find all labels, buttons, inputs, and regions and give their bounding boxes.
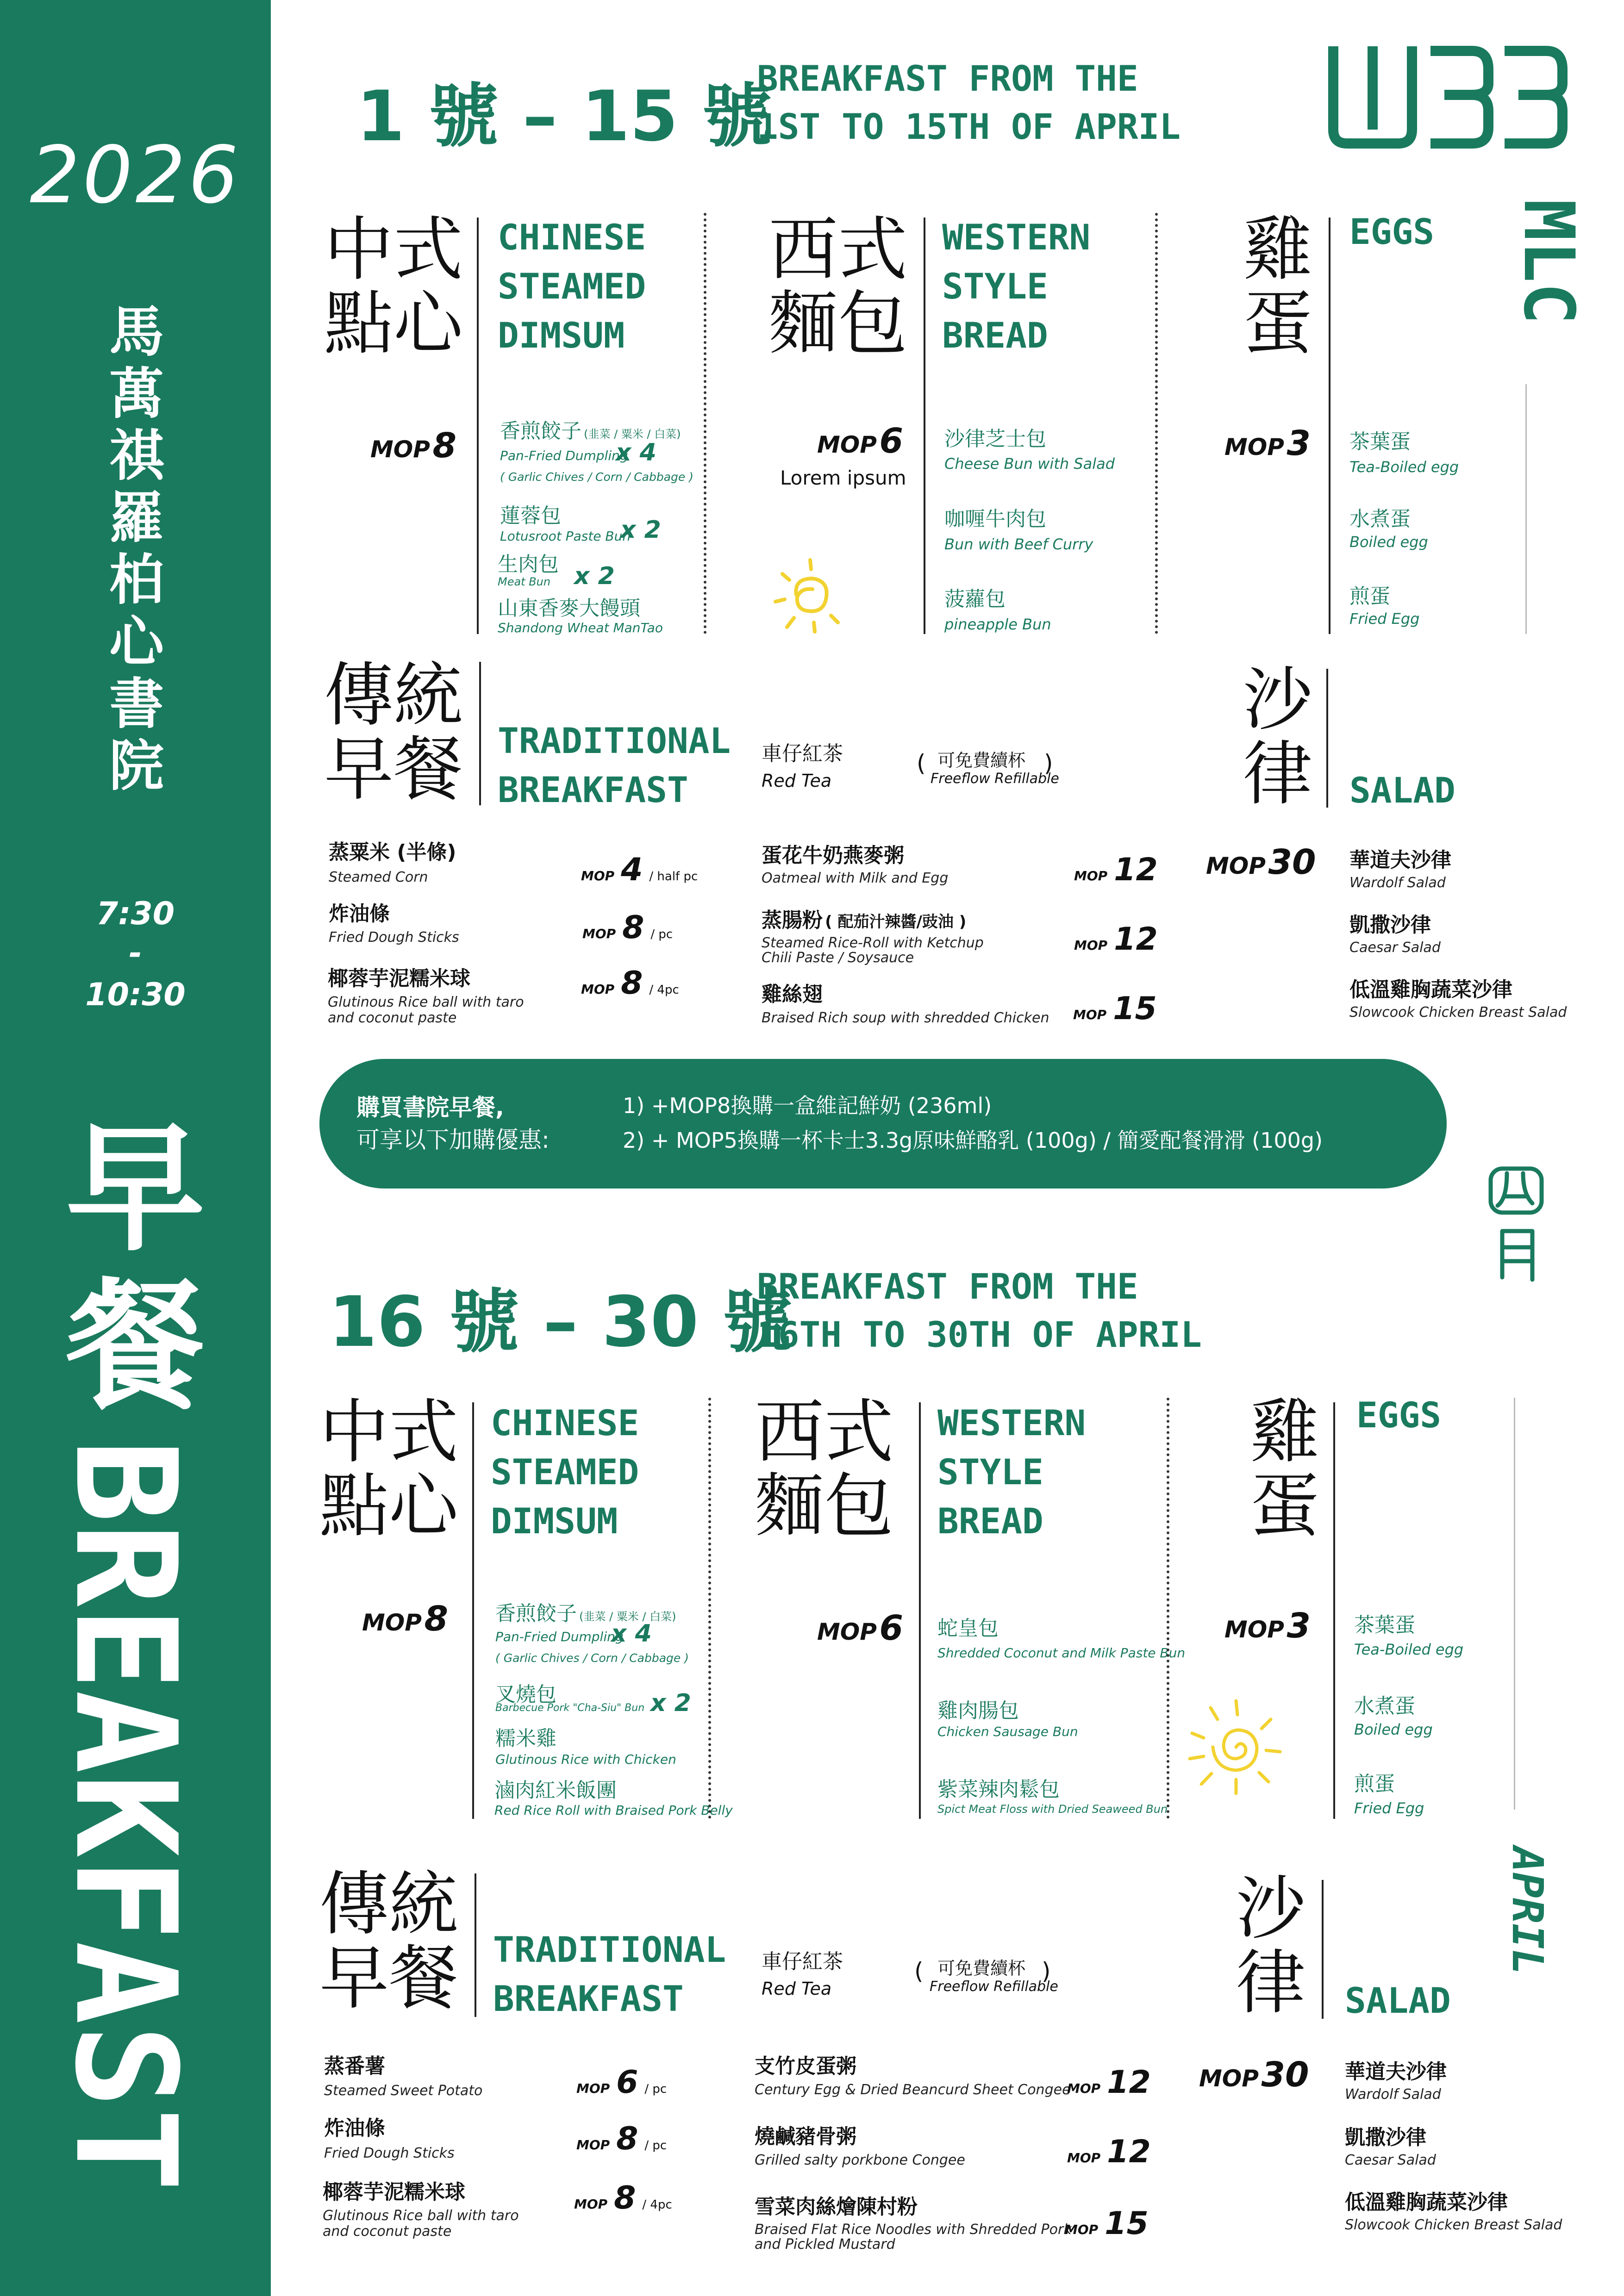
p2-trad-left-3-en: Glutinous Rice ball with taro [323,2208,519,2224]
p2-trad-right-2-en: Grilled salty porkbone Congee [755,2152,965,2168]
p1-dimsum-item-1-qty: x 4 [616,439,656,467]
p1-trad-right-1: 蛋花牛奶燕麥粥 [762,844,904,867]
p2-salad-item-1: 華道夫沙律 [1345,2060,1447,2084]
p2-trad-left-3-price: MOP 8 / 4pc [574,2180,672,2216]
p1-trad-right-3: 雞絲翅 [762,983,823,1006]
p1-tea-zh: 車仔紅茶 [762,742,843,765]
p1-eggs-item-3-en: Fried Egg [1349,610,1420,628]
p1-salad-zh-2: 律 [1243,734,1313,815]
p1-trad-left-2-price: MOP 8 / pc [582,909,673,946]
p1-salad-zh-1: 沙 [1243,660,1313,740]
p2-bread-en-1: WESTERN [937,1402,1086,1444]
p1-eggs-zh-2: 蛋 [1243,284,1313,364]
promo-banner [319,1059,1447,1188]
p2-dimsum-item-2-en: Barbecue Pork "Cha-Siu" Bun [495,1702,645,1714]
p2-dimsum-item-1-en2: ( Garlic Chives / Corn / Cabbage ) [495,1651,689,1665]
p1-trad-left-1-price: MOP 4 / half pc [581,852,698,888]
p2-salad-zh-2: 律 [1236,1943,1306,2023]
p1-trad-right-1-en: Oatmeal with Milk and Egg [762,870,949,886]
p1-bread-zh-2: 麵包 [768,284,908,364]
p2-dimsum-item-2-qty: x 2 [650,1689,691,1717]
p2-bread-en-2: STYLE [937,1451,1043,1493]
p2-trad-right-1: 支竹皮蛋粥 [755,2054,856,2078]
p1-dimsum-en-2: STEAMED [498,266,646,307]
title-en: BREAKFAST [44,1439,206,2192]
p1-heading-en-1: BREAKFAST FROM THE [757,58,1138,99]
month-glyph-icon [1486,1162,1546,1287]
p2-salad-item-2-en: Caesar Salad [1345,2152,1436,2168]
promo-title-2: 可享以下加購優惠: [356,1126,550,1153]
p1-heading-en-2: 1ST TO 15TH OF APRIL [757,106,1181,147]
p2-eggs-zh-2: 蛋 [1250,1466,1320,1547]
p1-bread-item-1-en: Cheese Bun with Salad [944,455,1115,473]
p2-dimsum-price: MOP 8 [362,1599,448,1639]
p2-eggs-en: EGGS [1356,1394,1442,1436]
sun-icon [768,553,852,638]
p2-trad-en-1: TRADITIONAL [493,1929,726,1970]
p1-bread-item-2-en: Bun with Beef Curry [944,535,1093,553]
p2-trad-en-2: BREAKFAST [493,1978,684,2019]
p2-eggs-item-1: 茶葉蛋 [1354,1613,1415,1637]
p1-eggs-item-1: 茶葉蛋 [1349,430,1411,454]
p2-paren-close: ) [1042,1958,1051,1985]
p2-salad-en: SALAD [1345,1980,1451,2021]
p2-trad-right-3-en: Braised Flat Rice Noodles with Shredded Pork [755,2221,1072,2238]
year-label: 2026 [30,130,241,221]
month-en: APRIL [1503,1847,1552,1975]
p1-dimsum-en-1: CHINESE [498,217,646,258]
p2-eggs-item-3-en: Fried Egg [1354,1799,1424,1817]
p2-dimsum-zh-2: 點心 [319,1466,459,1547]
p1-eggs-item-1-en: Tea-Boiled egg [1349,458,1459,476]
p2-eggs-item-3: 煎蛋 [1354,1772,1395,1796]
p1-trad-en-2: BREAKFAST [498,769,688,810]
logo-divider [1525,384,1527,634]
p1-trad-left-3-price: MOP 8 / 4pc [581,965,679,1002]
p2-trad-left-1-price: MOP 6 / pc [576,2064,667,2101]
p1-dimsum-price: MOP 8 [370,426,456,466]
p2-eggs-divider [1333,1402,1335,1819]
p1-salad-item-2: 凱撒沙律 [1349,913,1431,937]
p1-trad-right-2: 蒸腸粉 ( 配茄汁辣醬/豉油 ) [762,908,967,932]
p2-trad-right-3-price: MOP 15 [1065,2205,1149,2242]
p1-paren-close: ) [1044,750,1053,777]
time-end: 10:30 [85,977,186,1013]
p1-eggs-item-2: 水煮蛋 [1349,507,1411,531]
p2-bread-item-1: 蛇皇包 [937,1617,999,1640]
p1-trad-left-3: 椰蓉芋泥糯米球 [328,967,470,990]
p1-eggs-item-2-en: Boiled egg [1349,533,1428,551]
item-note: (韭菜 / 粟米 / 白菜) [584,428,681,441]
p1-trad-left-2: 炸油條 [329,902,390,926]
item-zh: 香煎餃子 [495,1602,577,1625]
p2-salad-item-3-en: Slowcook Chicken Breast Salad [1345,2217,1562,2233]
p1-salad-item-3-en: Slowcook Chicken Breast Salad [1349,1004,1567,1020]
p2-salad-price: MOP 30 [1199,2055,1309,2095]
p2-trad-left-1-en: Steamed Sweet Potato [324,2083,483,2099]
p1-dimsum-item-1-en2: ( Garlic Chives / Corn / Cabbage ) [500,470,693,484]
p1-bread-en-2: STYLE [942,266,1048,307]
w33-logo-icon [1324,37,1583,157]
p2-salad-item-3: 低溫雞胸蔬菜沙律 [1345,2190,1508,2214]
p2-bread-zh-1: 西式 [755,1392,894,1473]
p1-bread-item-2: 咖喱牛肉包 [944,507,1046,531]
p1-trad-right-3-price: MOP 15 [1073,990,1157,1027]
promo-line-1: 1) +MOP8換購一盒維記鮮奶 (236ml) [623,1093,992,1118]
logo-w33 [1324,37,1583,157]
p2-trad-left-3-en2: and coconut paste [323,2223,452,2240]
p2-dimsum-en-1: CHINESE [491,1402,639,1444]
p1-dimsum-item-1-en: Pan-Fried Dumpling [500,448,628,463]
p2-tea-en: Red Tea [762,1979,832,1999]
p2-trad-right-2: 燒鹹豬骨粥 [755,2125,856,2148]
time-start: 7:30 [96,896,175,932]
time-separator: - [129,935,142,971]
p1-dimsum-item-3-en: Meat Bun [498,575,551,588]
p1-dimsum-item-2-qty: x 2 [620,516,661,544]
p2-dimsum-zh-1: 中式 [319,1392,459,1473]
p2-trad-right-1-price: MOP 12 [1067,2064,1151,2101]
p2-trad-right-2-price: MOP 12 [1067,2134,1151,2170]
p1-eggs-divider [1329,218,1330,634]
item-note: (韭菜 / 粟米 / 白菜) [579,1610,676,1623]
promo-title-1: 購買書院早餐, [356,1094,504,1121]
p1-tea-en: Red Tea [762,771,832,791]
month-divider [1514,1398,1515,1810]
p2-bread-item-3: 紫菜辣肉鬆包 [937,1778,1060,1801]
p2-eggs-item-2-en: Boiled egg [1354,1721,1433,1738]
p1-bread-zh-1: 西式 [768,210,908,290]
p2-dimsum-en-3: DIMSUM [491,1500,618,1542]
p2-paren-open: ( [914,1958,924,1985]
spiral-sun-icon [1183,1694,1289,1802]
p1-trad-left-1-en: Steamed Corn [329,869,428,885]
p1-salad-en: SALAD [1349,770,1455,811]
p2-dimsum-item-1-qty: x 4 [611,1620,652,1648]
p1-trad-right-3-en: Braised Rich soup with shredded Chicken [762,1010,1049,1026]
p1-dimsum-item-2-en: Lotusroot Paste Bun [500,529,631,544]
p2-trad-divider [475,1873,476,2017]
p1-bread-item-3: 菠蘿包 [944,587,1006,611]
p1-dimsum-zh-2: 點心 [324,284,463,364]
p1-salad-price: MOP 30 [1206,842,1316,882]
p1-salad-item-2-en: Caesar Salad [1349,940,1441,956]
p2-bread-divider [919,1402,921,1819]
p2-dimsum-item-3-en: Glutinous Rice with Chicken [495,1752,676,1767]
p2-trad-right-3: 雪菜肉絲燴陳村粉 [755,2195,918,2219]
p1-bread-note: Lorem ipsum [780,467,906,489]
p1-dimsum-item-3: 生肉包 [498,553,559,576]
p2-bread-zh-2: 麵包 [755,1466,894,1547]
p2-bread-en-3: BREAD [937,1500,1043,1542]
p2-bread-item-1-en: Shredded Coconut and Milk Paste Bun [937,1645,1186,1661]
p2-dimsum-item-3: 糯米雞 [495,1727,556,1750]
p1-eggs-zh-1: 雞 [1243,210,1313,290]
p2-trad-right-3-en2: and Pickled Mustard [755,2236,895,2252]
p1-dimsum-en-3: DIMSUM [498,315,625,356]
p1-trad-left-2-en: Fried Dough Sticks [329,929,459,946]
p1-eggs-item-3: 煎蛋 [1349,585,1390,608]
p1-bread-divider [924,218,925,634]
p1-paren-open: ( [917,750,926,777]
p2-salad-item-2: 凱撒沙律 [1345,2126,1426,2149]
p1-trad-right-2-price: MOP 12 [1074,921,1158,958]
p1-heading-zh: 1 號 – 15 號 [356,76,772,157]
p1-bread-en-1: WESTERN [942,217,1091,258]
p2-eggs-item-1-en: Tea-Boiled egg [1354,1641,1464,1658]
p2-heading-en-1: BREAKFAST FROM THE [757,1266,1138,1307]
p1-salad-item-1: 華道夫沙律 [1349,848,1451,872]
month-zh-badge [1486,1162,1546,1287]
p1-trad-left-3-en: Glutinous Rice ball with taro [328,994,524,1010]
p1-salad-item-3: 低溫雞胸蔬菜沙律 [1349,978,1512,1002]
p1-bread-item-1: 沙律芝士包 [944,427,1046,451]
p2-trad-left-3: 椰蓉芋泥糯米球 [323,2180,465,2204]
p2-refill-en: Freeflow Refillable [930,1979,1058,1995]
p1-trad-zh-2: 早餐 [324,729,463,810]
p1-dots-2 [1155,213,1158,634]
p2-bread-price: MOP 6 [817,1608,903,1648]
p1-dots-1 [704,213,706,634]
p2-trad-left-2: 炸油條 [324,2116,385,2140]
p1-dimsum-item-4-en: Shandong Wheat ManTao [498,620,663,635]
promo-line-2: 2) + MOP5換購一杯卡士3.3g原味鮮酪乳 (100g) / 簡愛配餐滑滑 (100g) [623,1128,1323,1153]
p2-dimsum-en-2: STEAMED [491,1451,639,1493]
item-zh: 香煎餃子 [500,419,581,443]
p2-heading-en-2: 16TH TO 30TH OF APRIL [757,1314,1202,1355]
p1-trad-right-2-en: Steamed Rice-Roll with Ketchup [762,935,984,951]
p1-trad-zh-1: 傳統 [324,655,463,736]
p2-trad-zh-1: 傳統 [319,1864,459,1945]
p1-trad-right-1-price: MOP 12 [1074,852,1158,888]
p1-eggs-price: MOP 3 [1224,423,1311,463]
logo-mlc: MLC [1508,199,1589,324]
p2-dimsum-item-1-en: Pan-Fried Dumpling [495,1629,624,1644]
p2-salad-divider [1322,1880,1324,2019]
p1-bread-en-3: BREAD [942,315,1048,356]
p1-refill-zh: 可免費續杯 [937,750,1026,771]
p2-dots-2 [1167,1398,1169,1819]
p2-trad-zh-2: 早餐 [319,1938,459,2019]
p1-dimsum-item-4: 山東香麥大饅頭 [498,597,640,620]
p2-trad-left-2-en: Fried Dough Sticks [324,2145,455,2161]
p2-refill-zh: 可免費續杯 [937,1958,1026,1979]
p2-eggs-price: MOP 3 [1224,1606,1311,1646]
p2-trad-left-2-price: MOP 8 / pc [576,2121,667,2157]
p1-trad-left-1: 蒸粟米 (半條) [329,840,456,864]
p2-bread-item-2-en: Chicken Sausage Bun [937,1724,1078,1739]
p1-trad-divider [479,662,481,805]
p2-dimsum-item-4-en: Red Rice Roll with Braised Pork Belly [494,1803,733,1818]
p2-dimsum-divider [472,1402,474,1819]
p2-heading-zh: 16 號 – 30 號 [329,1282,793,1363]
sidebar [0,0,271,2296]
p2-eggs-zh-1: 雞 [1250,1392,1320,1473]
p1-trad-left-3-en2: and coconut paste [328,1010,457,1026]
p2-salad-item-1-en: Wardolf Salad [1345,2086,1441,2103]
p2-bread-item-3-en: Spict Meat Floss with Dried Seaweed Bun [937,1803,1168,1816]
p1-refill-en: Freeflow Refillable [931,771,1059,787]
p1-salad-item-1-en: Wardolf Salad [1349,875,1446,891]
p1-eggs-en: EGGS [1349,211,1435,252]
p1-dimsum-divider [477,218,479,634]
p1-salad-divider [1326,669,1328,808]
p1-bread-item-3-en: pineapple Bun [944,616,1051,633]
p2-tea-zh: 車仔紅茶 [762,1950,843,1973]
p1-trad-en-1: TRADITIONAL [498,720,731,761]
p2-salad-zh-1: 沙 [1236,1869,1306,1949]
p1-bread-price: MOP 6 [817,421,903,461]
p1-dimsum-item-3-qty: x 2 [574,562,615,590]
p2-trad-right-1-en: Century Egg & Dried Beancurd Sheet Congee [755,2082,1071,2098]
p2-eggs-item-2: 水煮蛋 [1354,1694,1415,1718]
p1-dimsum-zh-1: 中式 [324,210,463,290]
title-zh: 早餐 [66,1108,205,1427]
school-name: 馬萬祺羅柏心書院 [109,300,164,798]
p2-bread-item-2: 雞肉腸包 [937,1699,1019,1723]
p1-trad-right-2-en2: Chili Paste / Soysauce [762,950,914,966]
p2-dimsum-item-2: 叉燒包 [495,1683,556,1706]
p1-dimsum-item-2: 蓮蓉包 [500,504,561,528]
p2-dots-1 [708,1398,711,1819]
p2-trad-left-1: 蒸番薯 [324,2054,385,2078]
p2-dimsum-item-4: 滷肉紅米飯團 [494,1779,617,1802]
